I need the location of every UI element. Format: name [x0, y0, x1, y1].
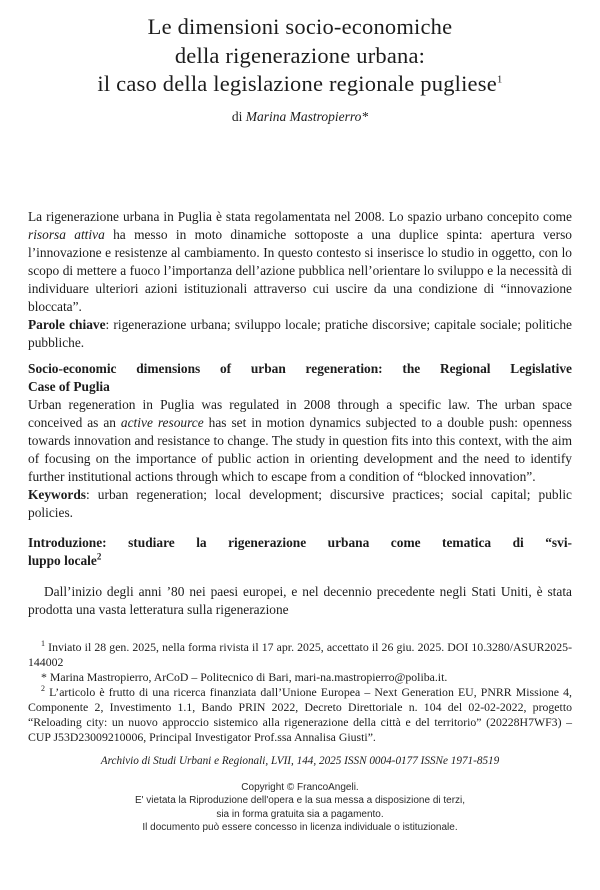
abstract-en-italic-phrase: active resource	[120, 414, 204, 430]
keywords-italian	[28, 316, 572, 352]
footnote-2-text: L’articolo è frutto di una ricerca finanziata dall’Unione Europea – Next Generation EU, PNRR Missione 4, Componente 2, Investimento 1.1, Bando PRIN 2022, Decreto Direttoriale n. 104 del 02-02-2022, progetto “Reloading city: un nuovo approccio sistemico alla rigenerazione della città e del territorio” (20228H7WF3) – CUP J53D23009210006, Principal Investigator Prof.ssa Annalisa Giusti”.	[28, 684, 572, 744]
abstract-italian-text	[28, 208, 572, 316]
footnote-asterisk-text: Marina Mastropierro, ArCoD – Politecnico di Bari, mari-na.mastropierro@poliba.it.	[49, 669, 448, 684]
title-line-1: Le dimensioni socio-economiche	[147, 14, 453, 39]
abstract-italian	[28, 208, 572, 352]
abstract-it-italic-phrase: risorsa attiva	[28, 226, 105, 242]
journal-citation-line: Archivio di Studi Urbani e Regionali, LVII, 144, 2025 ISSN 0004-0177 ISSNe 1971-8519	[100, 754, 500, 767]
intro-heading-line-2-text: luppo locale	[28, 552, 97, 568]
footnotes-block	[28, 640, 572, 745]
intro-paragraph: Dall’inizio degli anni ’80 nei paesi europei, e nel decennio precedente negli Stati Uniti, è stata prodotta una vasta letteratura sulla rigenerazione	[28, 583, 572, 617]
abstract-en-run-2: has set in motion dynamics subjected to a double push: openness towards innovation and resistance to change. The study in question fits into this context, with the aim of focusing on the importance of public action in orienting development and the need to identify further institutional actions through which to escape from a condition of “blocked innovation”.	[28, 414, 572, 484]
copyright-notice	[28, 781, 572, 835]
keywords-english-label: Keywords	[28, 486, 87, 502]
title-line-2: della rigenerazione urbana:	[174, 42, 426, 68]
footnote-asterisk-marker: *	[41, 669, 47, 684]
keywords-english-list: : urban regeneration; local development; discursive practices; social capital; public policies.	[28, 486, 572, 520]
footnote-2-marker: 2	[41, 683, 45, 693]
abstract-english-heading	[28, 360, 572, 396]
keywords-english	[28, 486, 572, 522]
section-heading-introduction	[28, 534, 572, 570]
footnote-1-text: Inviato il 28 gen. 2025, nella forma rivista il 17 apr. 2025, accettato il 26 giu. 2025. DOI 10.3280/ASUR2025-144002	[28, 639, 573, 669]
keywords-italian-label: Parole chiave	[28, 316, 106, 332]
author-name-text: Marina Mastropierro	[245, 108, 362, 124]
abstract-en-heading-line-1: Socio-economic dimensions of urban regeneration: the Regional Legislative	[28, 360, 572, 376]
title-line-3	[28, 70, 572, 99]
title-line-3-text: il caso della legislazione regionale pugliese	[97, 71, 497, 96]
footnote-1-marker: 1	[41, 638, 45, 648]
footnote-1	[28, 640, 572, 670]
abstract-en-heading-line-2: Case of Puglia	[28, 378, 110, 394]
footnote-asterisk	[28, 670, 572, 685]
abstract-english-text	[28, 396, 572, 486]
intro-heading-footnote-ref: 2	[96, 551, 102, 562]
intro-heading-line-1: Introduzione: studiare la rigenerazione urbana come tematica di “svi-	[28, 534, 572, 550]
intro-heading-line-2	[28, 552, 572, 570]
byline	[28, 108, 572, 126]
copyright-line-1: Copyright © FrancoAngeli.	[241, 781, 359, 793]
copyright-line-2: E' vietata la Riproduzione dell'opera e la sua messa a disposizione di terzi,	[134, 795, 466, 806]
author-affiliation-mark: *	[361, 108, 369, 124]
title-footnote-ref: 1	[496, 73, 503, 86]
copyright-line-4: Il documento può essere concesso in licenza individuale o istituzionale.	[142, 822, 458, 833]
abstract-it-run-1: La rigenerazione urbana in Puglia è stata regolamentata nel 2008. Lo spazio urbano concepito come	[28, 208, 572, 224]
abstract-it-run-2: ha messo in moto dinamiche sottoposte a una duplice spinta: apertura verso l’innovazione e resistenze al cambiamento. In questo contesto si inserisce lo studio in oggetto, con lo scopo di mettere a fuoco l’importanza dell’azione pubblica nell’orientare lo sviluppo e la necessità di individuare ulteriori azioni istituzionali attraverso cui uscire da una condizione di “innovazione bloccata”.	[28, 226, 572, 314]
byline-prefix: di	[231, 108, 243, 124]
copyright-line-3: sia in forma gratuita sia a pagamento.	[216, 808, 384, 820]
abstract-english	[28, 396, 572, 522]
author-name	[246, 109, 368, 124]
page-title	[28, 13, 572, 99]
abstract-en-run-1: Urban regeneration in Puglia was regulated in 2008 through a specific law. The urban space conceived as an	[28, 396, 572, 430]
keywords-italian-list: : rigenerazione urbana; sviluppo locale; pratiche discorsive; capitale sociale; politiche pubbliche.	[28, 316, 572, 350]
footnote-2	[28, 685, 572, 745]
